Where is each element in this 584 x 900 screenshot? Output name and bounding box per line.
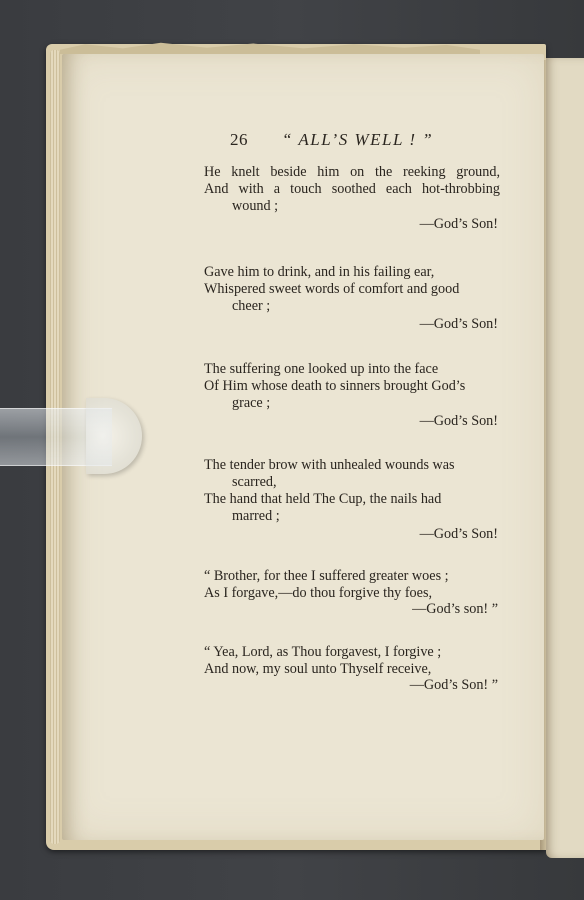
refrain: —God’s Son!: [419, 216, 498, 232]
page-number: 26: [230, 130, 248, 149]
poem-line: Gave him to drink, and in his failing ear,: [204, 264, 435, 280]
poem-line: marred ;: [232, 508, 280, 524]
stanza-4: [204, 457, 500, 543]
poem-line: And with a touch soothed each hot-throbbing: [204, 181, 500, 197]
poem-line: grace ;: [232, 395, 271, 411]
poem-line: “ Yea, Lord, as Thou forgavest, I forgive ;: [204, 644, 442, 660]
stanza-3: [204, 361, 500, 430]
poem-line: Of Him whose death to sinners brought God’s: [204, 378, 466, 394]
poem-line: The hand that held The Cup, the nails had: [204, 491, 442, 507]
refrain: —God’s Son!: [419, 316, 498, 332]
poem-line: And now, my soul unto Thyself receive,: [204, 661, 432, 677]
poem-line: As I forgave,—do thou forgive thy foes,: [204, 585, 433, 601]
poem-line: The suffering one looked up into the face: [204, 361, 439, 377]
running-head: “ ALL’S WELL ! ”: [282, 130, 434, 149]
refrain: —God’s son! ”: [412, 601, 498, 617]
right-page-sliver: [546, 58, 584, 858]
refrain: —God’s Son! ”: [409, 677, 498, 693]
poem-line: “ Brother, for thee I suffered greater woes ;: [204, 568, 449, 584]
stanza-5: [204, 568, 500, 618]
poem-line: The tender brow with unhealed wounds was: [204, 457, 455, 473]
poem-line: He knelt beside him on the reeking ground,: [204, 164, 500, 180]
poem-line: cheer ;: [232, 298, 271, 314]
poem-line: scarred,: [232, 474, 277, 490]
stanza-6: [204, 644, 500, 694]
refrain: —God’s Son!: [419, 526, 498, 542]
poem-line: wound ;: [232, 198, 279, 214]
stanza-1: [204, 164, 500, 233]
refrain: —God’s Son!: [419, 413, 498, 429]
stanza-2: [204, 264, 500, 333]
poem-line: Whispered sweet words of comfort and good: [204, 281, 460, 297]
